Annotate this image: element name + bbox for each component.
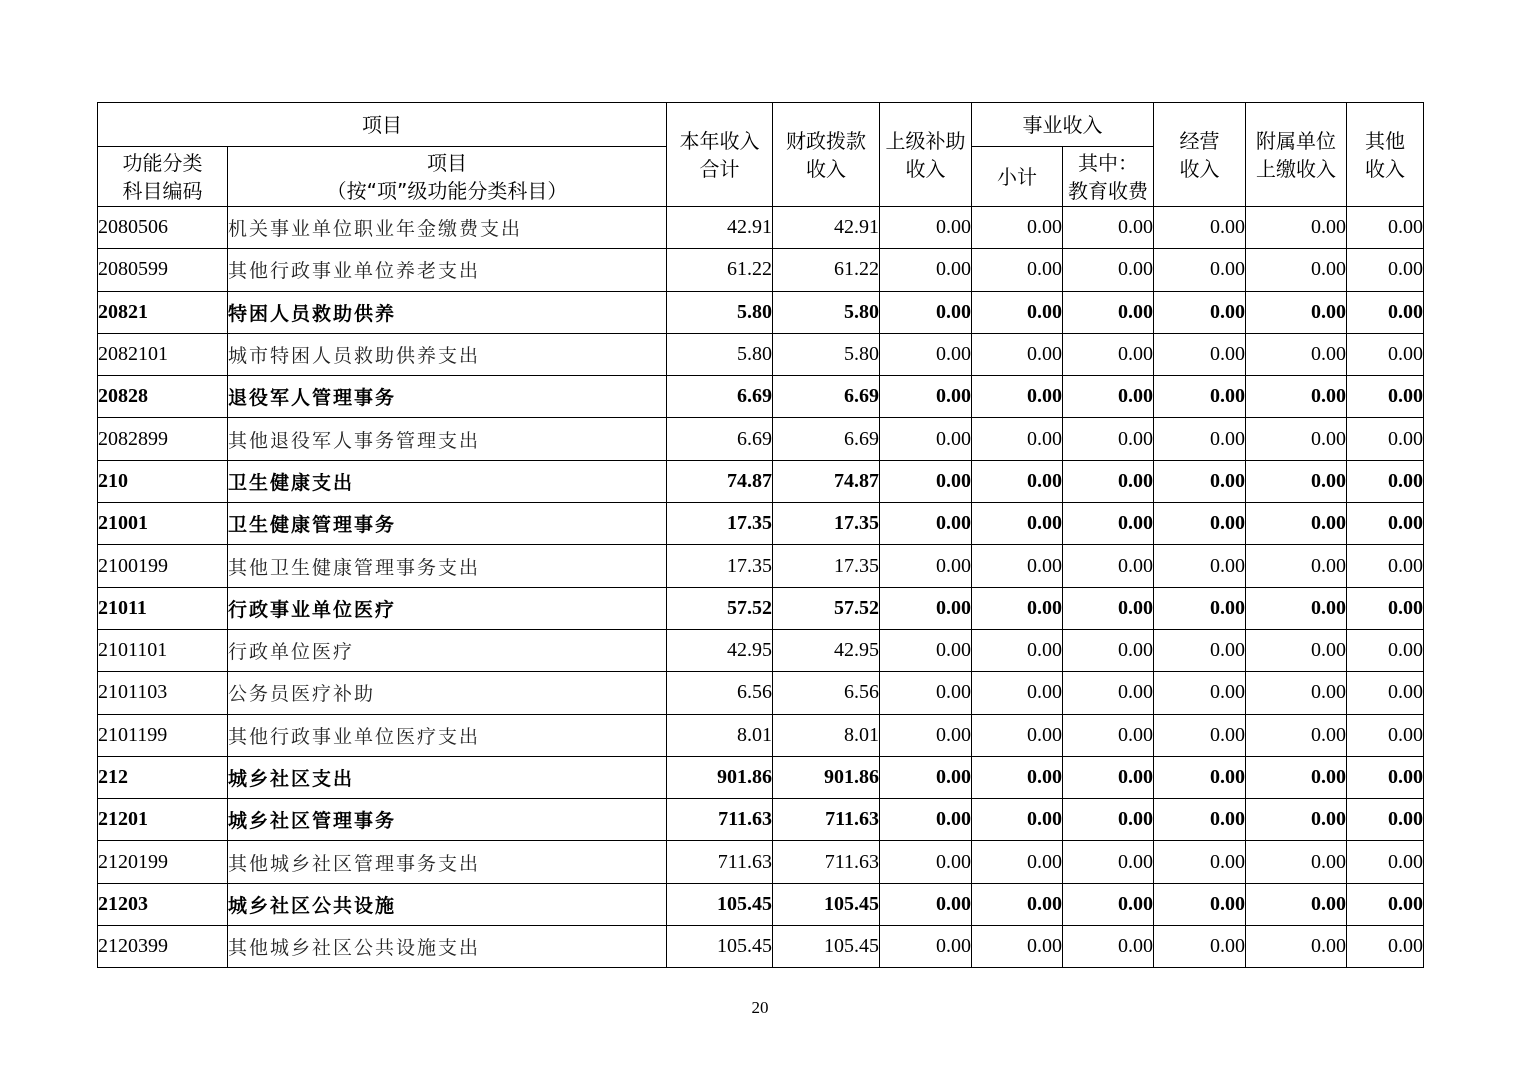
cell-subtotal: 0.00 (972, 249, 1063, 291)
cell-other: 0.00 (1347, 545, 1424, 587)
cell-other: 0.00 (1347, 249, 1424, 291)
income-budget-table (97, 102, 1424, 968)
header-subtotal (972, 147, 1063, 207)
header-affiliated-line2: 上缴收入 (1256, 156, 1336, 181)
cell-name: 其他卫生健康管理事务支出 (228, 545, 667, 587)
cell-total: 105.45 (667, 883, 773, 925)
cell-other: 0.00 (1347, 460, 1424, 502)
cell-fiscal: 74.87 (773, 460, 880, 502)
cell-other: 0.00 (1347, 672, 1424, 714)
cell-total: 74.87 (667, 460, 773, 502)
cell-code: 2120199 (98, 841, 228, 883)
cell-operating: 0.00 (1154, 503, 1246, 545)
cell-affiliated: 0.00 (1246, 376, 1347, 418)
cell-other: 0.00 (1347, 376, 1424, 418)
cell-superior: 0.00 (880, 460, 972, 502)
cell-affiliated: 0.00 (1246, 291, 1347, 333)
cell-fiscal: 6.69 (773, 376, 880, 418)
cell-subtotal: 0.00 (972, 799, 1063, 841)
header-operating-line2: 收入 (1179, 156, 1220, 181)
cell-other: 0.00 (1347, 291, 1424, 333)
table-row (98, 333, 1424, 375)
cell-superior: 0.00 (880, 376, 972, 418)
header-total-income-line2: 合计 (699, 156, 740, 181)
cell-education: 0.00 (1063, 926, 1154, 968)
cell-subtotal: 0.00 (972, 587, 1063, 629)
table-row (98, 460, 1424, 502)
cell-fiscal: 711.63 (773, 799, 880, 841)
cell-affiliated: 0.00 (1246, 207, 1347, 249)
header-project (98, 103, 667, 147)
header-total-income (667, 103, 773, 207)
header-function-code-line2: 科目编码 (122, 178, 203, 203)
header-superior-line1: 上级补助 (885, 128, 966, 153)
cell-operating: 0.00 (1154, 799, 1246, 841)
cell-code: 210 (98, 460, 228, 502)
cell-subtotal: 0.00 (972, 291, 1063, 333)
cell-affiliated: 0.00 (1246, 460, 1347, 502)
cell-operating: 0.00 (1154, 418, 1246, 460)
cell-fiscal: 42.95 (773, 629, 880, 671)
cell-code: 20828 (98, 376, 228, 418)
cell-fiscal: 42.91 (773, 207, 880, 249)
cell-operating: 0.00 (1154, 545, 1246, 587)
cell-name: 卫生健康支出 (228, 460, 667, 502)
table-row (98, 545, 1424, 587)
header-affiliated-unit (1246, 103, 1347, 207)
table-row (98, 756, 1424, 798)
cell-operating: 0.00 (1154, 291, 1246, 333)
header-other-income (1347, 103, 1424, 207)
cell-total: 6.69 (667, 418, 773, 460)
cell-name: 其他城乡社区公共设施支出 (228, 926, 667, 968)
cell-name: 其他行政事业单位医疗支出 (228, 714, 667, 756)
cell-operating: 0.00 (1154, 672, 1246, 714)
table-row (98, 883, 1424, 925)
table-row (98, 587, 1424, 629)
cell-education: 0.00 (1063, 841, 1154, 883)
cell-other: 0.00 (1347, 926, 1424, 968)
cell-other: 0.00 (1347, 799, 1424, 841)
header-superior-line2: 收入 (905, 156, 946, 181)
cell-total: 17.35 (667, 503, 773, 545)
cell-education: 0.00 (1063, 418, 1154, 460)
cell-education: 0.00 (1063, 587, 1154, 629)
table-row (98, 291, 1424, 333)
cell-education: 0.00 (1063, 714, 1154, 756)
cell-superior: 0.00 (880, 756, 972, 798)
cell-affiliated: 0.00 (1246, 714, 1347, 756)
table-header (98, 103, 1424, 207)
cell-education: 0.00 (1063, 291, 1154, 333)
cell-total: 61.22 (667, 249, 773, 291)
cell-superior: 0.00 (880, 207, 972, 249)
cell-total: 6.69 (667, 376, 773, 418)
cell-education: 0.00 (1063, 376, 1154, 418)
cell-name: 城乡社区支出 (228, 756, 667, 798)
cell-education: 0.00 (1063, 883, 1154, 925)
cell-subtotal: 0.00 (972, 629, 1063, 671)
cell-affiliated: 0.00 (1246, 756, 1347, 798)
cell-other: 0.00 (1347, 883, 1424, 925)
cell-subtotal: 0.00 (972, 376, 1063, 418)
table-row (98, 418, 1424, 460)
table-row (98, 926, 1424, 968)
cell-superior: 0.00 (880, 799, 972, 841)
cell-total: 42.95 (667, 629, 773, 671)
cell-fiscal: 105.45 (773, 926, 880, 968)
header-affiliated-line1: 附属单位 (1256, 128, 1336, 153)
cell-operating: 0.00 (1154, 629, 1246, 671)
cell-other: 0.00 (1347, 333, 1424, 375)
cell-operating: 0.00 (1154, 207, 1246, 249)
cell-subtotal: 0.00 (972, 672, 1063, 714)
cell-operating: 0.00 (1154, 756, 1246, 798)
header-item (228, 147, 667, 207)
cell-superior: 0.00 (880, 503, 972, 545)
table-row (98, 799, 1424, 841)
cell-code: 21203 (98, 883, 228, 925)
header-education-fees (1063, 147, 1154, 207)
cell-affiliated: 0.00 (1246, 418, 1347, 460)
cell-superior: 0.00 (880, 883, 972, 925)
header-fiscal-allocation (773, 103, 880, 207)
cell-name: 行政单位医疗 (228, 629, 667, 671)
cell-code: 21201 (98, 799, 228, 841)
cell-education: 0.00 (1063, 460, 1154, 502)
cell-operating: 0.00 (1154, 460, 1246, 502)
cell-total: 42.91 (667, 207, 773, 249)
cell-other: 0.00 (1347, 503, 1424, 545)
cell-operating: 0.00 (1154, 587, 1246, 629)
header-item-line2: （按“项”级功能分类科目） (326, 178, 568, 203)
cell-education: 0.00 (1063, 672, 1154, 714)
cell-code: 2101103 (98, 672, 228, 714)
cell-subtotal: 0.00 (972, 841, 1063, 883)
cell-total: 57.52 (667, 587, 773, 629)
header-other-line1: 其他 (1365, 128, 1405, 153)
cell-operating: 0.00 (1154, 376, 1246, 418)
cell-total: 711.63 (667, 841, 773, 883)
cell-fiscal: 5.80 (773, 333, 880, 375)
cell-affiliated: 0.00 (1246, 587, 1347, 629)
cell-affiliated: 0.00 (1246, 926, 1347, 968)
cell-code: 21001 (98, 503, 228, 545)
header-item-line1: 项目 (427, 150, 467, 175)
cell-education: 0.00 (1063, 333, 1154, 375)
cell-operating: 0.00 (1154, 926, 1246, 968)
header-other-line2: 收入 (1365, 156, 1405, 181)
cell-fiscal: 6.56 (773, 672, 880, 714)
cell-education: 0.00 (1063, 629, 1154, 671)
cell-operating: 0.00 (1154, 883, 1246, 925)
cell-affiliated: 0.00 (1246, 249, 1347, 291)
cell-name: 行政事业单位医疗 (228, 587, 667, 629)
header-business-income-label: 事业收入 (1022, 112, 1103, 137)
cell-total: 711.63 (667, 799, 773, 841)
cell-subtotal: 0.00 (972, 714, 1063, 756)
cell-superior: 0.00 (880, 587, 972, 629)
cell-code: 212 (98, 756, 228, 798)
page-number: 20 (751, 998, 769, 1017)
cell-superior: 0.00 (880, 926, 972, 968)
cell-education: 0.00 (1063, 545, 1154, 587)
cell-other: 0.00 (1347, 629, 1424, 671)
cell-total: 5.80 (667, 291, 773, 333)
cell-superior: 0.00 (880, 714, 972, 756)
table-row (98, 503, 1424, 545)
table-row (98, 376, 1424, 418)
table-body (98, 207, 1424, 968)
cell-code: 2101101 (98, 629, 228, 671)
cell-code: 2082899 (98, 418, 228, 460)
cell-superior: 0.00 (880, 841, 972, 883)
table-row (98, 714, 1424, 756)
cell-affiliated: 0.00 (1246, 883, 1347, 925)
cell-code: 20821 (98, 291, 228, 333)
cell-superior: 0.00 (880, 672, 972, 714)
cell-fiscal: 57.52 (773, 587, 880, 629)
cell-total: 105.45 (667, 926, 773, 968)
header-business-income (972, 103, 1154, 147)
cell-subtotal: 0.00 (972, 926, 1063, 968)
cell-education: 0.00 (1063, 249, 1154, 291)
cell-total: 6.56 (667, 672, 773, 714)
cell-subtotal: 0.00 (972, 333, 1063, 375)
cell-subtotal: 0.00 (972, 207, 1063, 249)
cell-other: 0.00 (1347, 756, 1424, 798)
cell-superior: 0.00 (880, 418, 972, 460)
cell-other: 0.00 (1347, 841, 1424, 883)
cell-operating: 0.00 (1154, 841, 1246, 883)
cell-subtotal: 0.00 (972, 503, 1063, 545)
cell-operating: 0.00 (1154, 249, 1246, 291)
cell-code: 2080506 (98, 207, 228, 249)
cell-other: 0.00 (1347, 418, 1424, 460)
cell-fiscal: 61.22 (773, 249, 880, 291)
cell-name: 其他行政事业单位养老支出 (228, 249, 667, 291)
cell-superior: 0.00 (880, 249, 972, 291)
header-of-which-line2: 教育收费 (1068, 178, 1148, 203)
cell-affiliated: 0.00 (1246, 672, 1347, 714)
header-project-label: 项目 (362, 112, 402, 137)
header-operating-line1: 经营 (1179, 128, 1220, 153)
cell-education: 0.00 (1063, 503, 1154, 545)
cell-name: 特困人员救助供养 (228, 291, 667, 333)
cell-other: 0.00 (1347, 714, 1424, 756)
cell-name: 其他城乡社区管理事务支出 (228, 841, 667, 883)
table-row (98, 629, 1424, 671)
cell-other: 0.00 (1347, 587, 1424, 629)
cell-superior: 0.00 (880, 629, 972, 671)
cell-name: 卫生健康管理事务 (228, 503, 667, 545)
header-total-income-line1: 本年收入 (679, 128, 760, 153)
cell-name: 机关事业单位职业年金缴费支出 (228, 207, 667, 249)
cell-subtotal: 0.00 (972, 460, 1063, 502)
cell-subtotal: 0.00 (972, 545, 1063, 587)
header-fiscal-line1: 财政拨款 (786, 128, 866, 153)
cell-fiscal: 5.80 (773, 291, 880, 333)
cell-name: 其他退役军人事务管理支出 (228, 418, 667, 460)
cell-affiliated: 0.00 (1246, 799, 1347, 841)
cell-fiscal: 901.86 (773, 756, 880, 798)
cell-education: 0.00 (1063, 756, 1154, 798)
table-row (98, 841, 1424, 883)
header-operating-income (1154, 103, 1246, 207)
cell-fiscal: 6.69 (773, 418, 880, 460)
cell-superior: 0.00 (880, 333, 972, 375)
cell-fiscal: 17.35 (773, 503, 880, 545)
cell-code: 2082101 (98, 333, 228, 375)
cell-affiliated: 0.00 (1246, 629, 1347, 671)
header-subtotal-label: 小计 (997, 164, 1037, 189)
cell-name: 城乡社区管理事务 (228, 799, 667, 841)
cell-total: 5.80 (667, 333, 773, 375)
cell-name: 退役军人管理事务 (228, 376, 667, 418)
cell-total: 17.35 (667, 545, 773, 587)
cell-name: 公务员医疗补助 (228, 672, 667, 714)
cell-code: 2080599 (98, 249, 228, 291)
cell-affiliated: 0.00 (1246, 545, 1347, 587)
cell-name: 城乡社区公共设施 (228, 883, 667, 925)
cell-education: 0.00 (1063, 207, 1154, 249)
cell-name: 城市特困人员救助供养支出 (228, 333, 667, 375)
cell-affiliated: 0.00 (1246, 333, 1347, 375)
cell-code: 21011 (98, 587, 228, 629)
cell-subtotal: 0.00 (972, 418, 1063, 460)
cell-fiscal: 17.35 (773, 545, 880, 587)
cell-total: 8.01 (667, 714, 773, 756)
cell-fiscal: 8.01 (773, 714, 880, 756)
cell-education: 0.00 (1063, 799, 1154, 841)
header-superior-subsidy (880, 103, 972, 207)
table-row (98, 672, 1424, 714)
cell-subtotal: 0.00 (972, 883, 1063, 925)
cell-code: 2120399 (98, 926, 228, 968)
header-function-code-line1: 功能分类 (122, 150, 203, 175)
cell-superior: 0.00 (880, 291, 972, 333)
table-row (98, 207, 1424, 249)
cell-fiscal: 711.63 (773, 841, 880, 883)
cell-superior: 0.00 (880, 545, 972, 587)
cell-code: 2101199 (98, 714, 228, 756)
header-of-which-line1: 其中： (1078, 150, 1138, 175)
cell-affiliated: 0.00 (1246, 503, 1347, 545)
cell-affiliated: 0.00 (1246, 841, 1347, 883)
cell-other: 0.00 (1347, 207, 1424, 249)
cell-operating: 0.00 (1154, 714, 1246, 756)
cell-subtotal: 0.00 (972, 756, 1063, 798)
cell-total: 901.86 (667, 756, 773, 798)
cell-code: 2100199 (98, 545, 228, 587)
header-fiscal-line2: 收入 (806, 156, 846, 181)
table-row (98, 249, 1424, 291)
cell-operating: 0.00 (1154, 333, 1246, 375)
header-function-code (98, 147, 228, 207)
cell-fiscal: 105.45 (773, 883, 880, 925)
